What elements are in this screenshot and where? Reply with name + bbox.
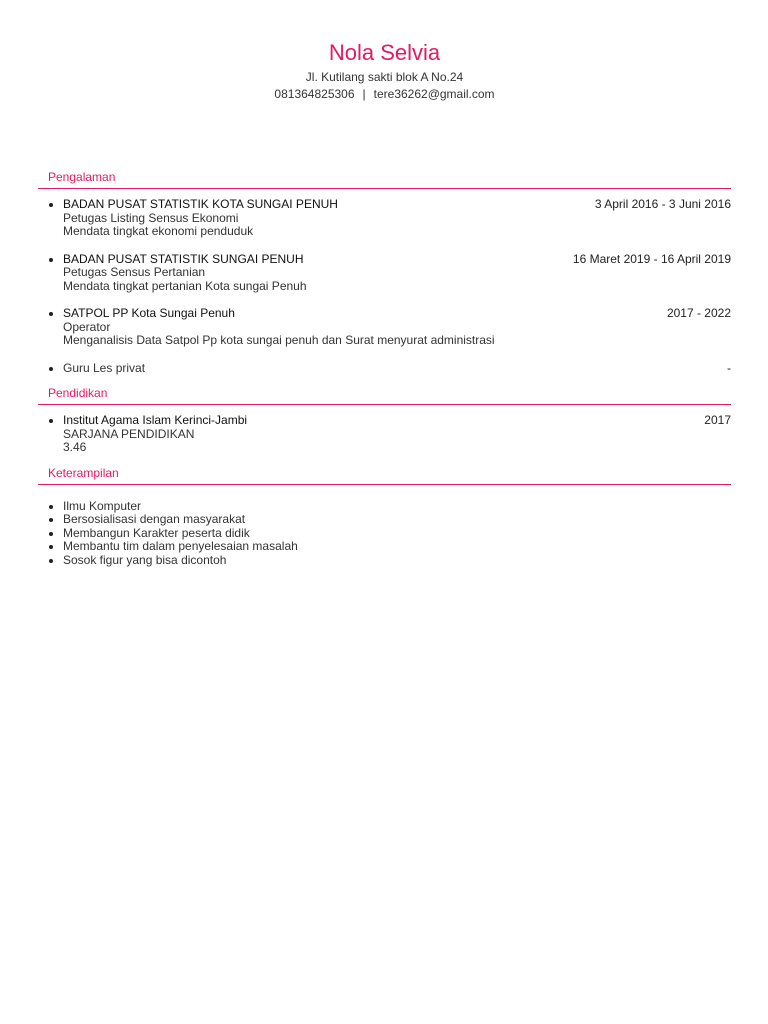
contact-line [38, 86, 731, 103]
job-description: Menganalisis Data Satpol Pp kota sungai penuh dan Surat menyurat administrasi [63, 333, 495, 347]
skill-item: Membantu tim dalam penyelesaian masalah [38, 540, 731, 554]
skill-item: Sosok figur yang bisa dicontoh [38, 554, 731, 568]
employment-date: 2017 - 2022 [666, 306, 731, 320]
email-address: tere36262@gmail.com [373, 87, 495, 101]
skills-list [38, 500, 731, 568]
candidate-name: Nola Selvia [328, 40, 441, 65]
address: Jl. Kutilang sakti blok A No.24 [305, 70, 464, 84]
skills-heading: Keterampilan [38, 465, 731, 485]
graduation-year: 2017 [704, 413, 731, 427]
employer-name: BADAN PUSAT STATISTIK SUNGAI PENUH [63, 251, 304, 266]
experience-item [38, 198, 731, 239]
contact-separator: | [362, 87, 366, 101]
phone-number: 081364825306 [274, 87, 355, 101]
employer-name: SATPOL PP Kota Sungai Penuh [63, 306, 235, 320]
resume-page [38, 0, 731, 567]
education-item [38, 414, 731, 455]
employment-date: 16 Maret 2019 - 16 April 2019 [572, 251, 731, 266]
institution-name: Institut Agama Islam Kerinci-Jambi [63, 413, 248, 427]
education-section [38, 385, 731, 455]
employment-date: - [727, 360, 731, 375]
experience-item [38, 362, 731, 376]
education-heading: Pendidikan [38, 385, 731, 405]
job-role: Petugas Listing Sensus Ekonomi [63, 210, 239, 225]
skills-section [38, 465, 731, 568]
degree: SARJANA PENDIDIKAN [63, 426, 195, 441]
job-role: Petugas Sensus Pertanian [63, 265, 206, 279]
resume-header [38, 0, 731, 103]
experience-item [38, 253, 731, 294]
job-description: Mendata tingkat ekonomi penduduk [63, 224, 254, 238]
experience-heading: Pengalaman [38, 169, 731, 189]
job-description: Mendata tingkat pertanian Kota sungai Penuh [63, 278, 307, 293]
experience-item [38, 307, 731, 348]
skill-item: Ilmu Komputer [38, 500, 731, 514]
employment-date: 3 April 2016 - 3 Juni 2016 [594, 197, 731, 211]
experience-section [38, 169, 731, 375]
gpa: 3.46 [63, 440, 87, 454]
job-role: Operator [63, 319, 111, 334]
education-list [38, 414, 731, 455]
skill-item: Bersosialisasi dengan masyarakat [38, 513, 731, 527]
experience-list [38, 198, 731, 375]
employer-name: Guru Les privat [63, 360, 146, 375]
skill-item: Membangun Karakter peserta didik [38, 527, 731, 541]
employer-name: BADAN PUSAT STATISTIK KOTA SUNGAI PENUH [63, 197, 338, 211]
